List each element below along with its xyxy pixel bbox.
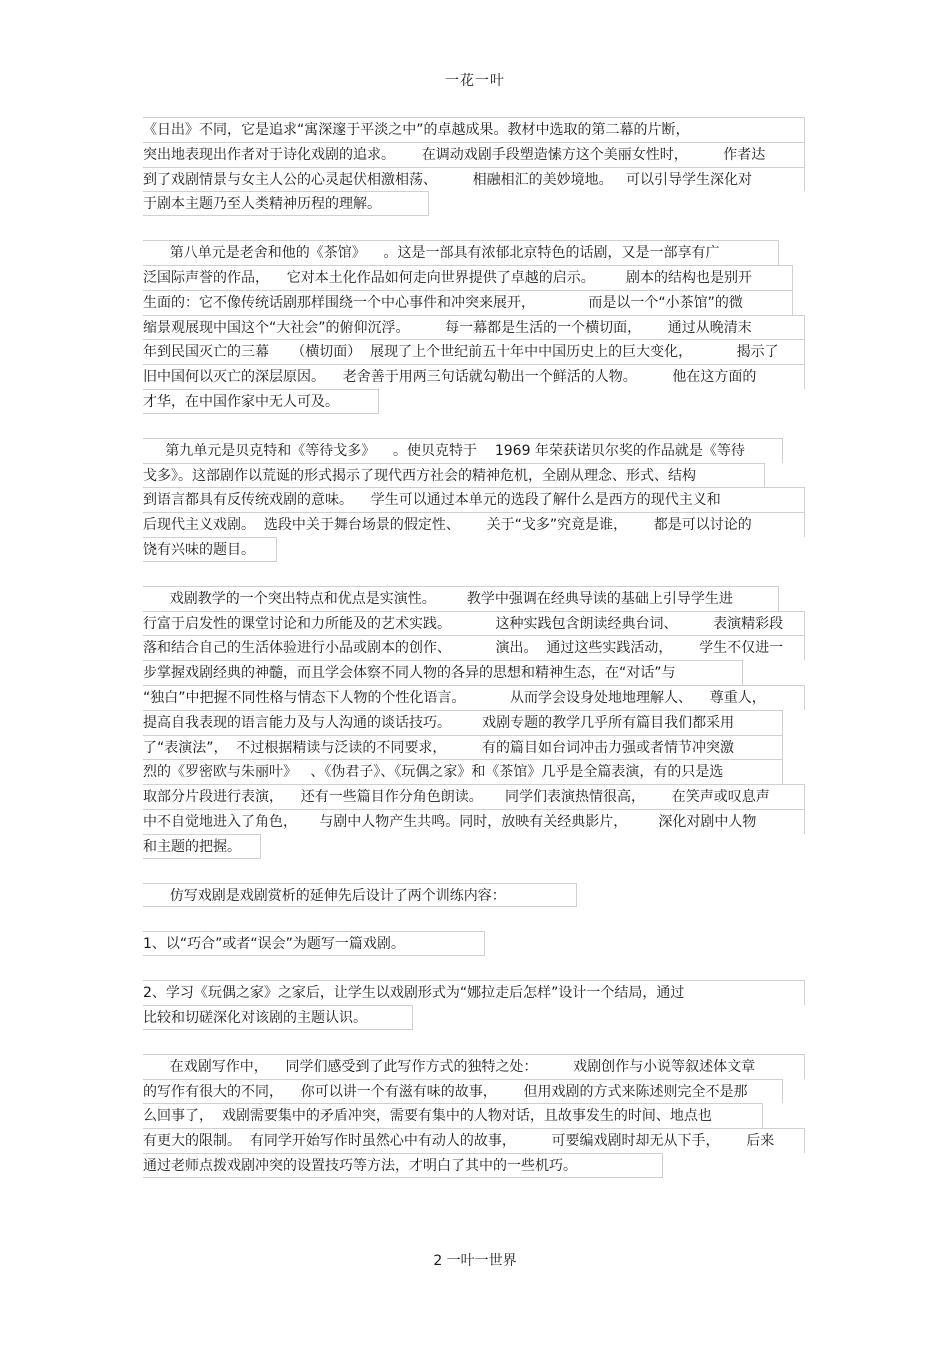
text-line [143,759,783,784]
paragraph [143,438,808,562]
text-line [143,611,805,636]
text-line [143,931,485,956]
text-line [143,685,805,710]
line-text: 取部分片段进行表演， 还有一些篇目作分角色朗读。 同学们表演热情很高， 在笑声或叹息声 [143,789,770,806]
paragraph [143,883,808,908]
line-text: 到了戏剧情景与女主人公的心灵起伏相激相荡、 相融相汇的美妙境地。 可以引导学生深化对 [143,171,752,188]
line-text: 落和结合自己的生活体验进行小品或剧本的创作、 演出。 通过这些实践活动， 学生不仅进一 [143,640,784,657]
line-text: 年到民国灭亡的三幕 （横切面） 展现了上个世纪前五十年中中国历史上的巨大变化， 揭示了 [143,344,779,361]
text-line [143,265,793,290]
text-line [143,834,261,859]
text-line [143,1005,413,1030]
document-body [143,117,808,1202]
text-line [143,389,379,414]
line-text: 了“表演法”， 不过根据精读与泛读的不同要求， 有的篇目如台词冲击力强或者情节冲突激 [143,739,735,756]
text-line [143,586,779,611]
paragraph [143,117,808,216]
page-footer: 2 一叶一世界 [433,1253,517,1269]
text-line [143,883,577,908]
text-line [143,191,429,216]
text-line [143,438,783,463]
line-text: 比较和切磋深化对该剧的主题认识。 [143,1009,367,1026]
text-line [143,784,805,809]
line-text: 第九单元是贝克特和《等待戈多》 。使贝克特于 1969 年荣获诺贝尔奖的作品就是《等待 [143,442,745,459]
line-text: 第八单元是老舍和他的《茶馆》 。这是一部具有浓郁北京特色的话剧，又是一部享有广 [143,245,720,262]
line-text: 于剧本主题乃至人类精神历程的理解。 [143,196,381,213]
line-text: 泛国际声誉的作品， 它对本土化作品如何走向世界提供了卓越的启示。 剧本的结构也是别开 [143,269,752,286]
text-line [143,735,783,760]
paragraph [143,1054,808,1178]
line-text: 饶有兴味的题目。 [143,541,255,558]
line-text: 戈多》。这部剧作以荒诞的形式揭示了现代西方社会的精神危机，全剧从理念、形式、结构 [143,467,696,484]
text-line [143,537,277,562]
text-line [143,1103,763,1128]
text-line [143,1079,783,1104]
line-text: 到语言都具有反传统戏剧的意味。 学生可以通过本单元的选段了解什么是西方的现代主义和 [143,492,721,509]
paragraph [143,240,808,414]
line-text: 戏剧教学的一个突出特点和优点是实演性。 教学中强调在经典导读的基础上引导学生进 [143,590,733,607]
line-text: 1、以“巧合”或者“误会”为题写一篇戏剧。 [143,936,405,953]
line-text: 提高自我表现的语言能力及与人沟通的谈话技巧。 戏剧专题的教学几乎所有篇目我们都采用 [143,714,735,731]
text-line [143,167,805,192]
line-text: 生面的：它不像传统话剧那样围绕一个中心事件和冲突来展开， 而是以一个“小茶馆”的微 [143,294,743,311]
line-text: 后现代主义戏剧。 选段中关于舞台场景的假定性、 关于“戈多”究竟是谁， 都是可以讨论的 [143,517,752,534]
line-text: 仿写戏剧是戏剧赏析的延伸先后设计了两个训练内容： [143,887,506,904]
paragraph [143,980,808,1030]
line-text: 缩景观展现中国这个“大社会”的俯仰沉浮。 每一幕都是生活的一个横切面， 通过从晚清末 [143,319,752,336]
line-text: 行富于启发性的课堂讨论和力所能及的艺术实践。 这种实践包含朗读经典台词、 表演精彩段 [143,615,784,632]
line-text: 有更大的限制。 有同学开始写作时虽然心中有动人的故事， 可要编戏剧时却无从下手， 后来 [143,1133,775,1150]
text-line [143,290,793,315]
text-line [143,1153,663,1178]
text-line [143,315,805,340]
line-text: 中不自觉地进入了角色， 与剧中人物产生共鸣。同时，放映有关经典影片， 深化对剧中人物 [143,813,757,830]
line-text: 和主题的把握。 [143,838,241,855]
text-line [143,980,805,1005]
line-text: 《日出》不同，它是追求“寓深邃于平淡之中”的卓越成果。教材中选取的第二幕的片断， [143,122,690,138]
text-line [143,339,805,364]
text-line [143,1128,805,1153]
line-text: 步掌握戏剧经典的神髓，而且学会体察不同人物的各异的思想和精神生态，在“对话”与 [143,665,676,682]
paragraph [143,586,808,859]
text-line [143,710,783,735]
line-text: 的写作有很大的不同， 你可以讲一个有滋有味的故事， 但用戏剧的方式来陈述则完全不是那 [143,1083,748,1100]
line-text: “独白”中把握不同性格与情态下人物的个性化语言。 从而学会设身处地地理解人、 尊重人， [143,689,766,706]
text-line [143,364,805,389]
text-line [143,463,765,488]
page-header: 一花一叶 [445,73,505,89]
line-text: 在戏剧写作中， 同学们感受到了此写作方式的独特之处： 戏剧创作与小说等叙述体文章 [143,1058,756,1075]
line-text: 么回事了， 戏剧需要集中的矛盾冲突，需要有集中的人物对话，且故事发生的时间、地点也 [143,1108,712,1125]
line-text: 旧中国何以灭亡的深层原因。 老舍善于用两三句话就勾勒出一个鲜活的人物。 他在这方面的 [143,369,757,386]
paragraph [143,931,808,956]
text-line [143,809,805,834]
line-text: 突出地表现出作者对于诗化戏剧的追求。 在调动戏剧手段塑造愫方这个美丽女性时， 作者达 [143,146,766,163]
text-line [143,660,743,685]
text-line [143,1054,805,1079]
line-text: 才华，在中国作家中无人可及。 [143,393,339,410]
line-text: 2、学习《玩偶之家》之家后，让学生以戏剧形式为“娜拉走后怎样”设计一个结局，通过 [143,985,685,1002]
text-line [143,512,805,537]
text-line [143,117,805,142]
text-line [143,142,805,167]
line-text: 烈的《罗密欧与朱丽叶》 、《伪君子》、《玩偶之家》和《茶馆》几乎是全篇表演，有的只是选 [143,764,724,781]
text-line [143,487,805,512]
text-line [143,240,779,265]
line-text: 通过老师点拨戏剧冲突的设置技巧等方法，才明白了其中的一些机巧。 [143,1157,577,1174]
text-line [143,635,805,660]
